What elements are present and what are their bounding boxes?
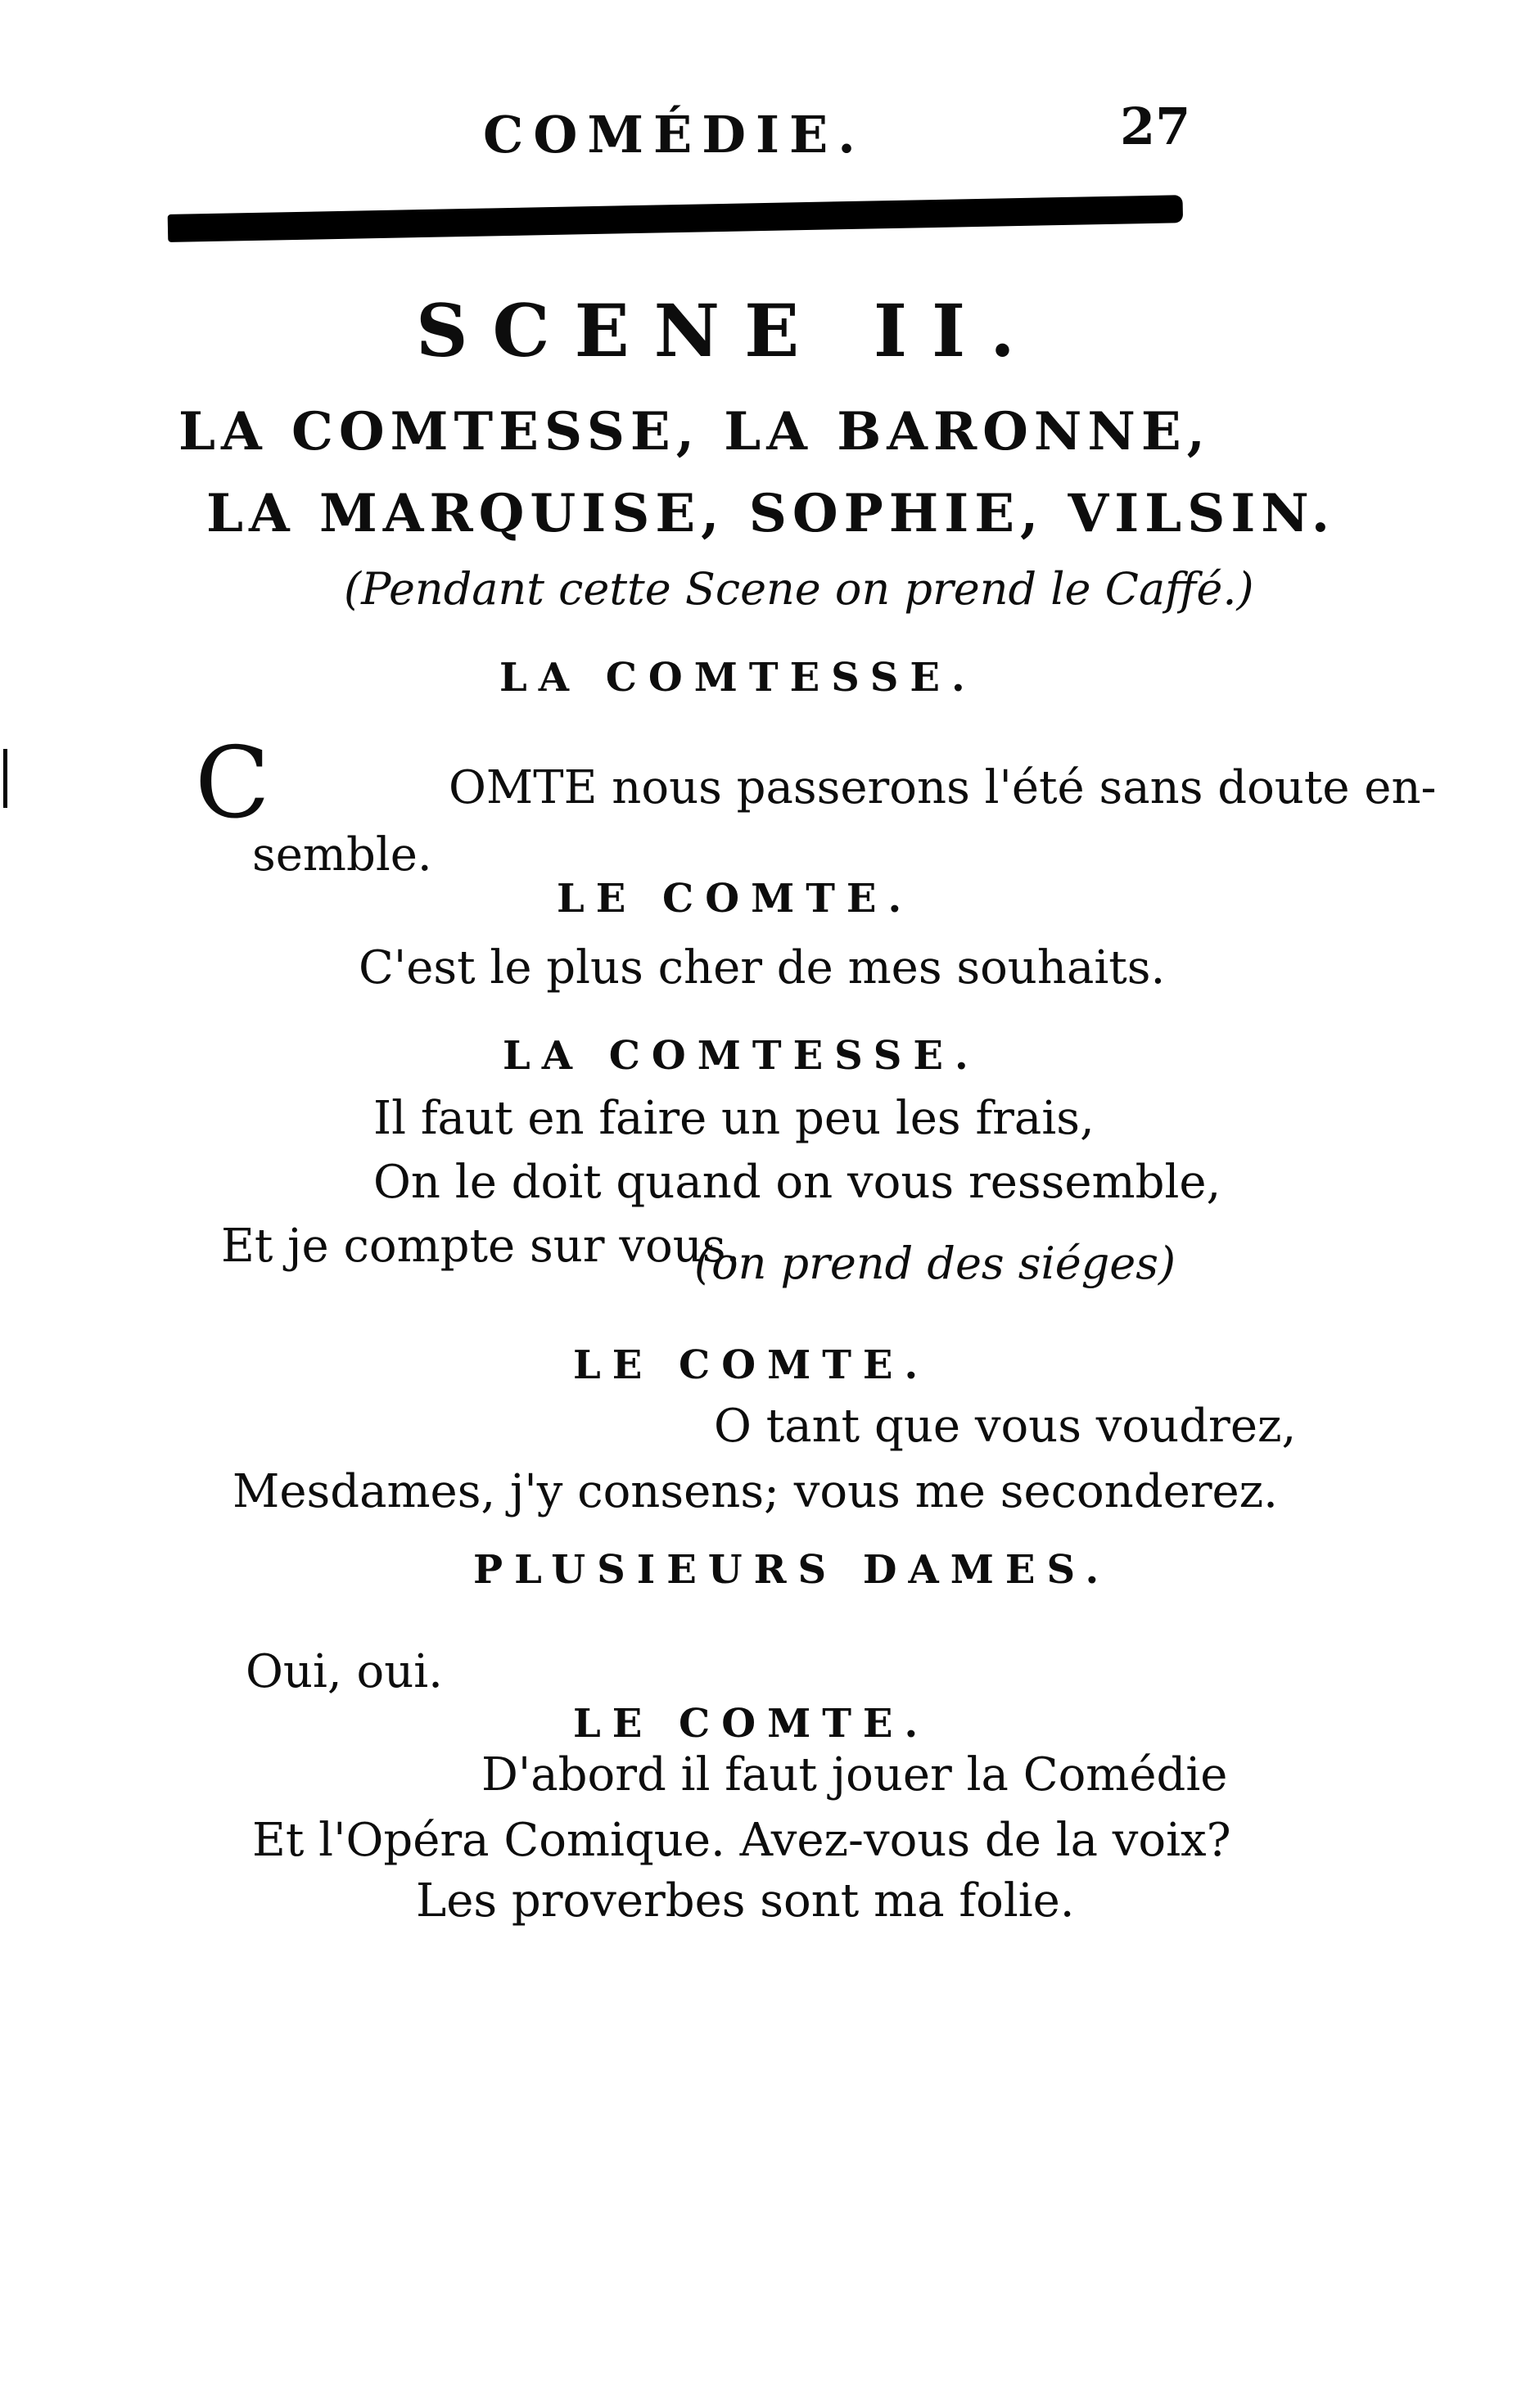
verse-line: Oui, oui. [246,1645,443,1698]
speaker-name: PLUSIEURS DAMES. [473,1547,1111,1593]
running-head: COMÉDIE. [483,105,865,165]
cast-list-line-2: LA MARQUISE, SOPHIE, VILSIN. [206,483,1335,544]
scene-title: SCENE II. [416,288,1040,373]
verse-line: Et l'Opéra Comique. Avez-vous de la voix? [252,1814,1231,1867]
speaker-name: LA COMTESSE. [503,1033,980,1079]
speaker-name: LE COMTE. [573,1342,930,1388]
verse-line: Et je compte sur vous. [221,1220,741,1273]
margin-mark [3,749,7,808]
verse-line: Il faut en faire un peu les frais, [373,1092,1095,1145]
verse-line: On le doit quand on vous ressemble, [373,1156,1221,1209]
verse-line: Mesdames, j'y consens; vous me seconderez. [233,1465,1278,1518]
verse-line: D'abord il faut jouer la Comédie [481,1748,1228,1801]
speaker-name: LE COMTE. [557,876,914,922]
drop-cap: C [195,727,270,841]
verse-line: C'est le plus cher de mes souhaits. [359,941,1166,994]
stage-direction: (on prend des siéges) [694,1238,1176,1289]
stage-direction: (Pendant cette Scene on prend le Caffé.) [344,563,1254,615]
header-rule [168,195,1183,242]
verse-line: semble. [252,828,432,882]
verse-line: OMTE nous passerons l'été sans doute en- [449,761,1437,814]
page-number: 27 [1120,97,1191,156]
verse-line: O tant que vous voudrez, [714,1400,1297,1453]
verse-line: Les proverbes sont ma folie. [416,1874,1075,1928]
speaker-name: LA COMTESSE. [499,655,977,701]
speaker-name: LE COMTE. [573,1701,930,1747]
cast-list-line-1: LA COMTESSE, LA BARONNE, [178,401,1211,462]
